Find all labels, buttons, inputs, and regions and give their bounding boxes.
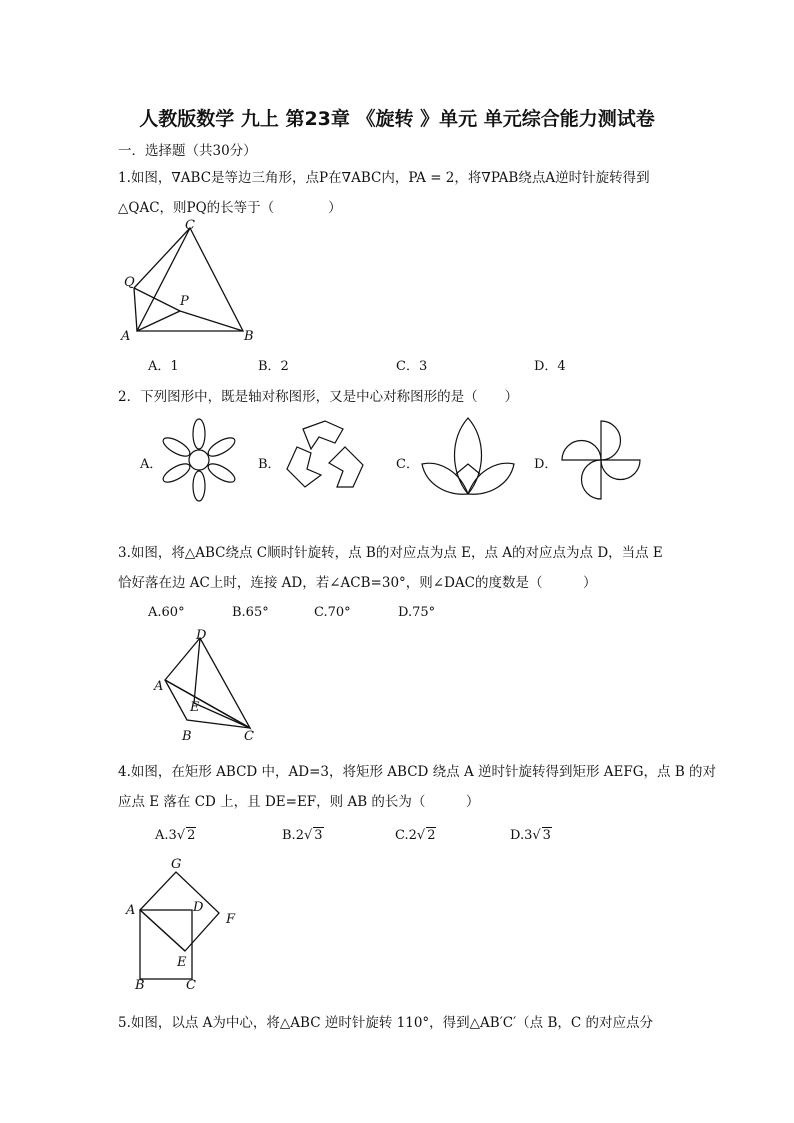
q4-label-f: F <box>226 912 236 927</box>
q3-label-d: D <box>196 628 207 643</box>
q4-text-line2: 应点 E 落在 CD 上，且 DE=EF，则 AB 的长为（ ） <box>118 794 480 810</box>
q3-option-c[interactable]: C.70° <box>314 605 351 620</box>
q4-option-c[interactable]: C.2√ 2 <box>395 828 436 843</box>
q1-option-d[interactable]: D．4 <box>534 359 566 374</box>
q2-option-d[interactable]: D． <box>534 457 558 472</box>
q2-option-a[interactable]: A． <box>140 457 163 472</box>
q4-label-b: B <box>135 978 145 993</box>
q1-option-a[interactable]: A．1 <box>148 359 179 374</box>
q2-option-b[interactable]: B． <box>258 457 281 472</box>
q4-label-c: C <box>186 978 196 993</box>
q3-text-line2: 恰好落在边 AC上时，连接 AD，若∠ACB=30°，则∠DAC的度数是（ ） <box>118 575 597 591</box>
q2-figure-pinwheel <box>558 417 644 503</box>
q1-label-p: P <box>180 294 189 309</box>
q2-figure-flower <box>163 417 235 503</box>
sqrt-symbol: √ 3 <box>303 828 323 843</box>
q4-label-g: G <box>171 857 182 872</box>
q3-text-line1: 3.如图，将△ABC绕点 C顺时针旋转，点 B的对应点为点 E，点 A的对应点为点 D，当点 E <box>118 545 663 561</box>
q3-label-e: E <box>190 700 200 715</box>
section-heading: 一．选择题（共30分） <box>118 143 257 159</box>
q4-label-d: D <box>193 900 204 915</box>
q4-text-line1: 4.如图，在矩形 ABCD 中，AD=3，将矩形 ABCD 绕点 A 逆时针旋转得到矩形 AEFG，点 B 的对 <box>118 764 717 780</box>
q4-label-a: A <box>126 903 136 918</box>
q1-option-c[interactable]: C．3 <box>396 359 428 374</box>
q1-label-q: Q <box>124 275 135 290</box>
q2-figure-lotus <box>420 412 516 500</box>
q2-text-line1: 2．下列图形中，既是轴对称图形，又是中心对称图形的是（ ） <box>118 389 519 405</box>
q2-figure-recycle <box>283 417 369 497</box>
q3-label-c: C <box>244 729 254 744</box>
q4-label-e: E <box>177 955 187 970</box>
q3-option-d[interactable]: D.75° <box>398 605 436 620</box>
q5-text-line1: 5.如图，以点 A为中心，将△ABC 逆时针旋转 110°，得到△AB′C′（点 B，C 的对应点分 <box>118 1015 653 1031</box>
sqrt-symbol: √ 3 <box>532 828 551 843</box>
q1-option-b[interactable]: B．2 <box>258 359 289 374</box>
q1-label-c: C <box>185 218 195 233</box>
sqrt-symbol: √ 2 <box>176 828 196 843</box>
q3-option-b[interactable]: B.65° <box>232 605 269 620</box>
q1-label-a: A <box>121 329 131 344</box>
q4-option-a[interactable]: A.3√ 2 <box>155 828 196 843</box>
q2-option-c[interactable]: C． <box>396 457 419 472</box>
sqrt-symbol: √ 2 <box>416 828 436 843</box>
q1-text-line2: △QAC，则PQ的长等于（ ） <box>118 200 342 216</box>
q3-label-a: A <box>154 679 164 694</box>
page-title: 人教版数学 九上 第23章 《旋转 》单元 单元综合能力测试卷 <box>139 108 655 130</box>
q3-label-b: B <box>182 729 192 744</box>
q1-text-line1: 1.如图，∇ABC是等边三角形，点P在∇ABC内，PA = 2，将∇PAB绕点A逆时针旋转得到 <box>118 170 650 186</box>
q3-option-a[interactable]: A.60° <box>148 605 185 620</box>
q4-option-b[interactable]: B.2√ 3 <box>282 828 323 843</box>
q4-option-d[interactable]: D.3√ 3 <box>510 828 551 843</box>
q1-label-b: B <box>244 329 254 344</box>
q3-figure <box>150 628 270 743</box>
